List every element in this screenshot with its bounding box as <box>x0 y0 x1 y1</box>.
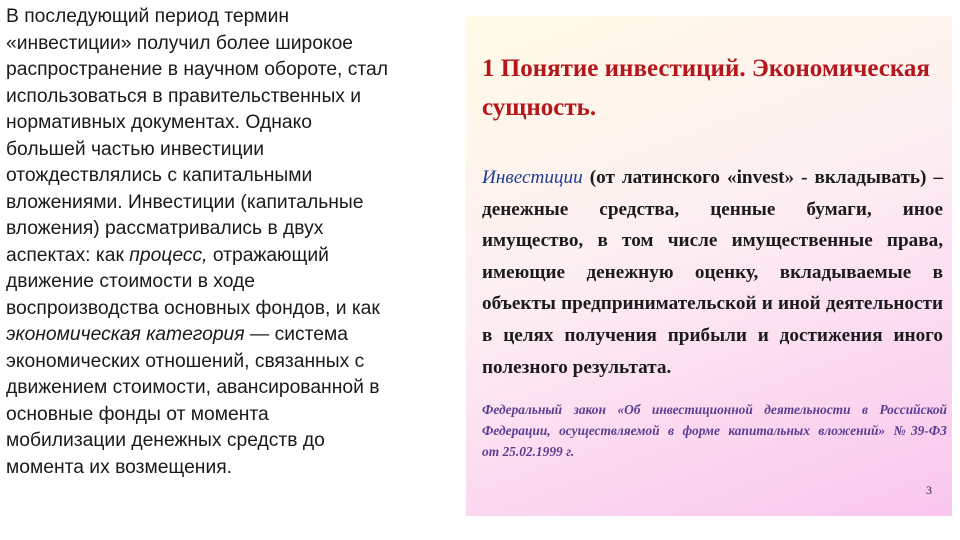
left-text-line <box>6 243 454 270</box>
definition-line: имеющие денежную оценку, вкладываемые в <box>482 261 943 283</box>
definition-line: объекты предпринимательской и иной деятельности <box>482 293 943 315</box>
slide-title-line: сущность. <box>482 94 597 121</box>
slide-image <box>466 16 952 516</box>
left-text-fragment: — система <box>244 324 348 345</box>
definition-text <box>482 162 943 383</box>
left-text-line: нормативных документах. Однако <box>6 112 312 133</box>
left-text-line: момента их возмещения. <box>6 456 233 478</box>
left-text-line <box>6 322 454 349</box>
definition-line: денежные средства, ценные бумаги, иное <box>482 198 943 220</box>
definition-line: имущество, в том числе имущественные права, <box>482 230 943 252</box>
left-text-line: «инвестиции» получил более широкое <box>6 32 354 54</box>
emphasis-economic-category: экономическая категория <box>6 324 245 345</box>
left-text-fragment: аспектах: как <box>6 244 130 266</box>
left-text-line: воспроизводства основных фондов, и как <box>6 297 380 319</box>
left-text-line: движением стоимости, авансированной в <box>6 377 380 398</box>
law-reference-line: от 25.02.1999 г. <box>482 444 575 459</box>
left-text-fragment: отражающий <box>207 244 329 266</box>
left-text-line: большей частью инвестиции <box>6 138 265 160</box>
law-reference <box>482 399 947 462</box>
law-reference-line: Федеральный закон «Об инвестиционной деятельности в Российской <box>482 402 947 417</box>
slide-title-line: 1 Понятие инвестиций. Экономическая <box>482 55 930 82</box>
emphasis-process: процесс, <box>129 244 208 266</box>
law-reference-line: Федерации, осуществляемой в форме капитальных вложений» №39-ФЗ <box>482 423 947 438</box>
definition-line: в целях получения прибыли и достижения иного <box>482 324 943 346</box>
slide-title <box>482 49 942 127</box>
left-text-line: мобилизации денежных средств до <box>6 430 325 451</box>
left-text-line: использоваться в правительственных и <box>6 85 362 107</box>
left-text-line: экономических отношений, связанных с <box>6 350 365 372</box>
left-text-line: вложениями. Инвестиции (капитальные <box>6 191 364 213</box>
left-text-line: В последующий период термин <box>6 6 289 27</box>
left-text-line: основные фонды от момента <box>6 403 269 425</box>
left-text-line: отождествлялись с капитальными <box>6 165 313 186</box>
definition-line <box>482 162 943 194</box>
left-text-line: движение стоимости в ходе <box>6 271 256 292</box>
definition-term: Инвестиции <box>482 167 583 188</box>
definition-line: полезного результата. <box>482 356 672 378</box>
left-text-line: распространение в научном обороте, стал <box>6 59 388 80</box>
slide-page-number: 3 <box>926 483 932 497</box>
left-text-line: вложения) рассматривались в двух <box>6 218 324 239</box>
left-text-block <box>6 4 454 481</box>
definition-fragment: (от латинского «invest» - вкладывать) – <box>582 167 943 188</box>
